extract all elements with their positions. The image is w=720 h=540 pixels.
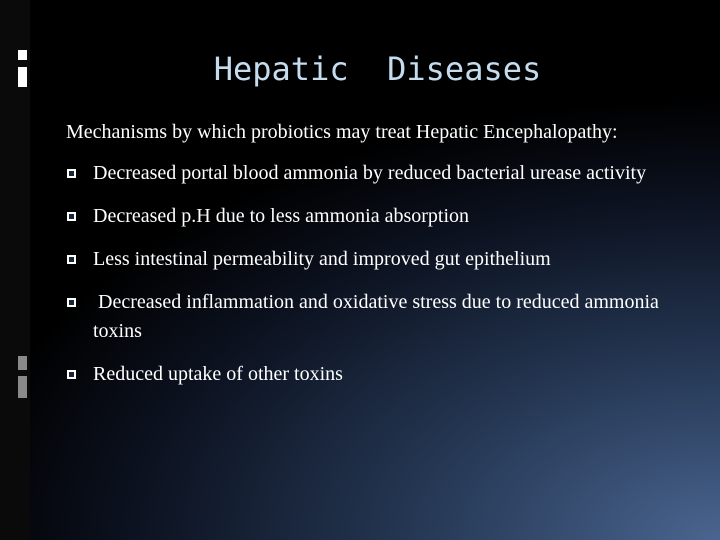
slide-title: Hepatic Diseases bbox=[213, 50, 542, 88]
square-bullet-icon bbox=[67, 298, 76, 307]
bullet-item bbox=[66, 202, 706, 231]
intro-text: Mechanisms by which probiotics may treat Hepatic Encephalopathy: bbox=[66, 121, 618, 143]
bullet-text: Decreased inflammation and oxidative stress due to reduced ammonia toxins bbox=[93, 291, 664, 342]
square-bullet-icon bbox=[67, 212, 76, 221]
bullet-item bbox=[66, 360, 706, 389]
bullet-text: Decreased p.H due to less ammonia absorption bbox=[93, 205, 470, 227]
slide-body bbox=[66, 118, 706, 403]
bullet-item bbox=[66, 159, 706, 188]
square-bullet-icon bbox=[67, 255, 76, 264]
square-bullet-icon bbox=[67, 370, 76, 379]
bullet-text: Less intestinal permeability and improved gut epithelium bbox=[93, 248, 551, 270]
bullet-list bbox=[66, 159, 706, 389]
decor-block-gray bbox=[18, 356, 27, 370]
bullet-text: Reduced uptake of other toxins bbox=[93, 363, 343, 385]
decor-block-gray bbox=[18, 376, 27, 398]
bullet-item bbox=[66, 245, 706, 274]
bullet-text: Decreased portal blood ammonia by reduced bacterial urease activity bbox=[93, 162, 647, 184]
bullet-item bbox=[66, 288, 706, 346]
square-bullet-icon bbox=[67, 169, 76, 178]
